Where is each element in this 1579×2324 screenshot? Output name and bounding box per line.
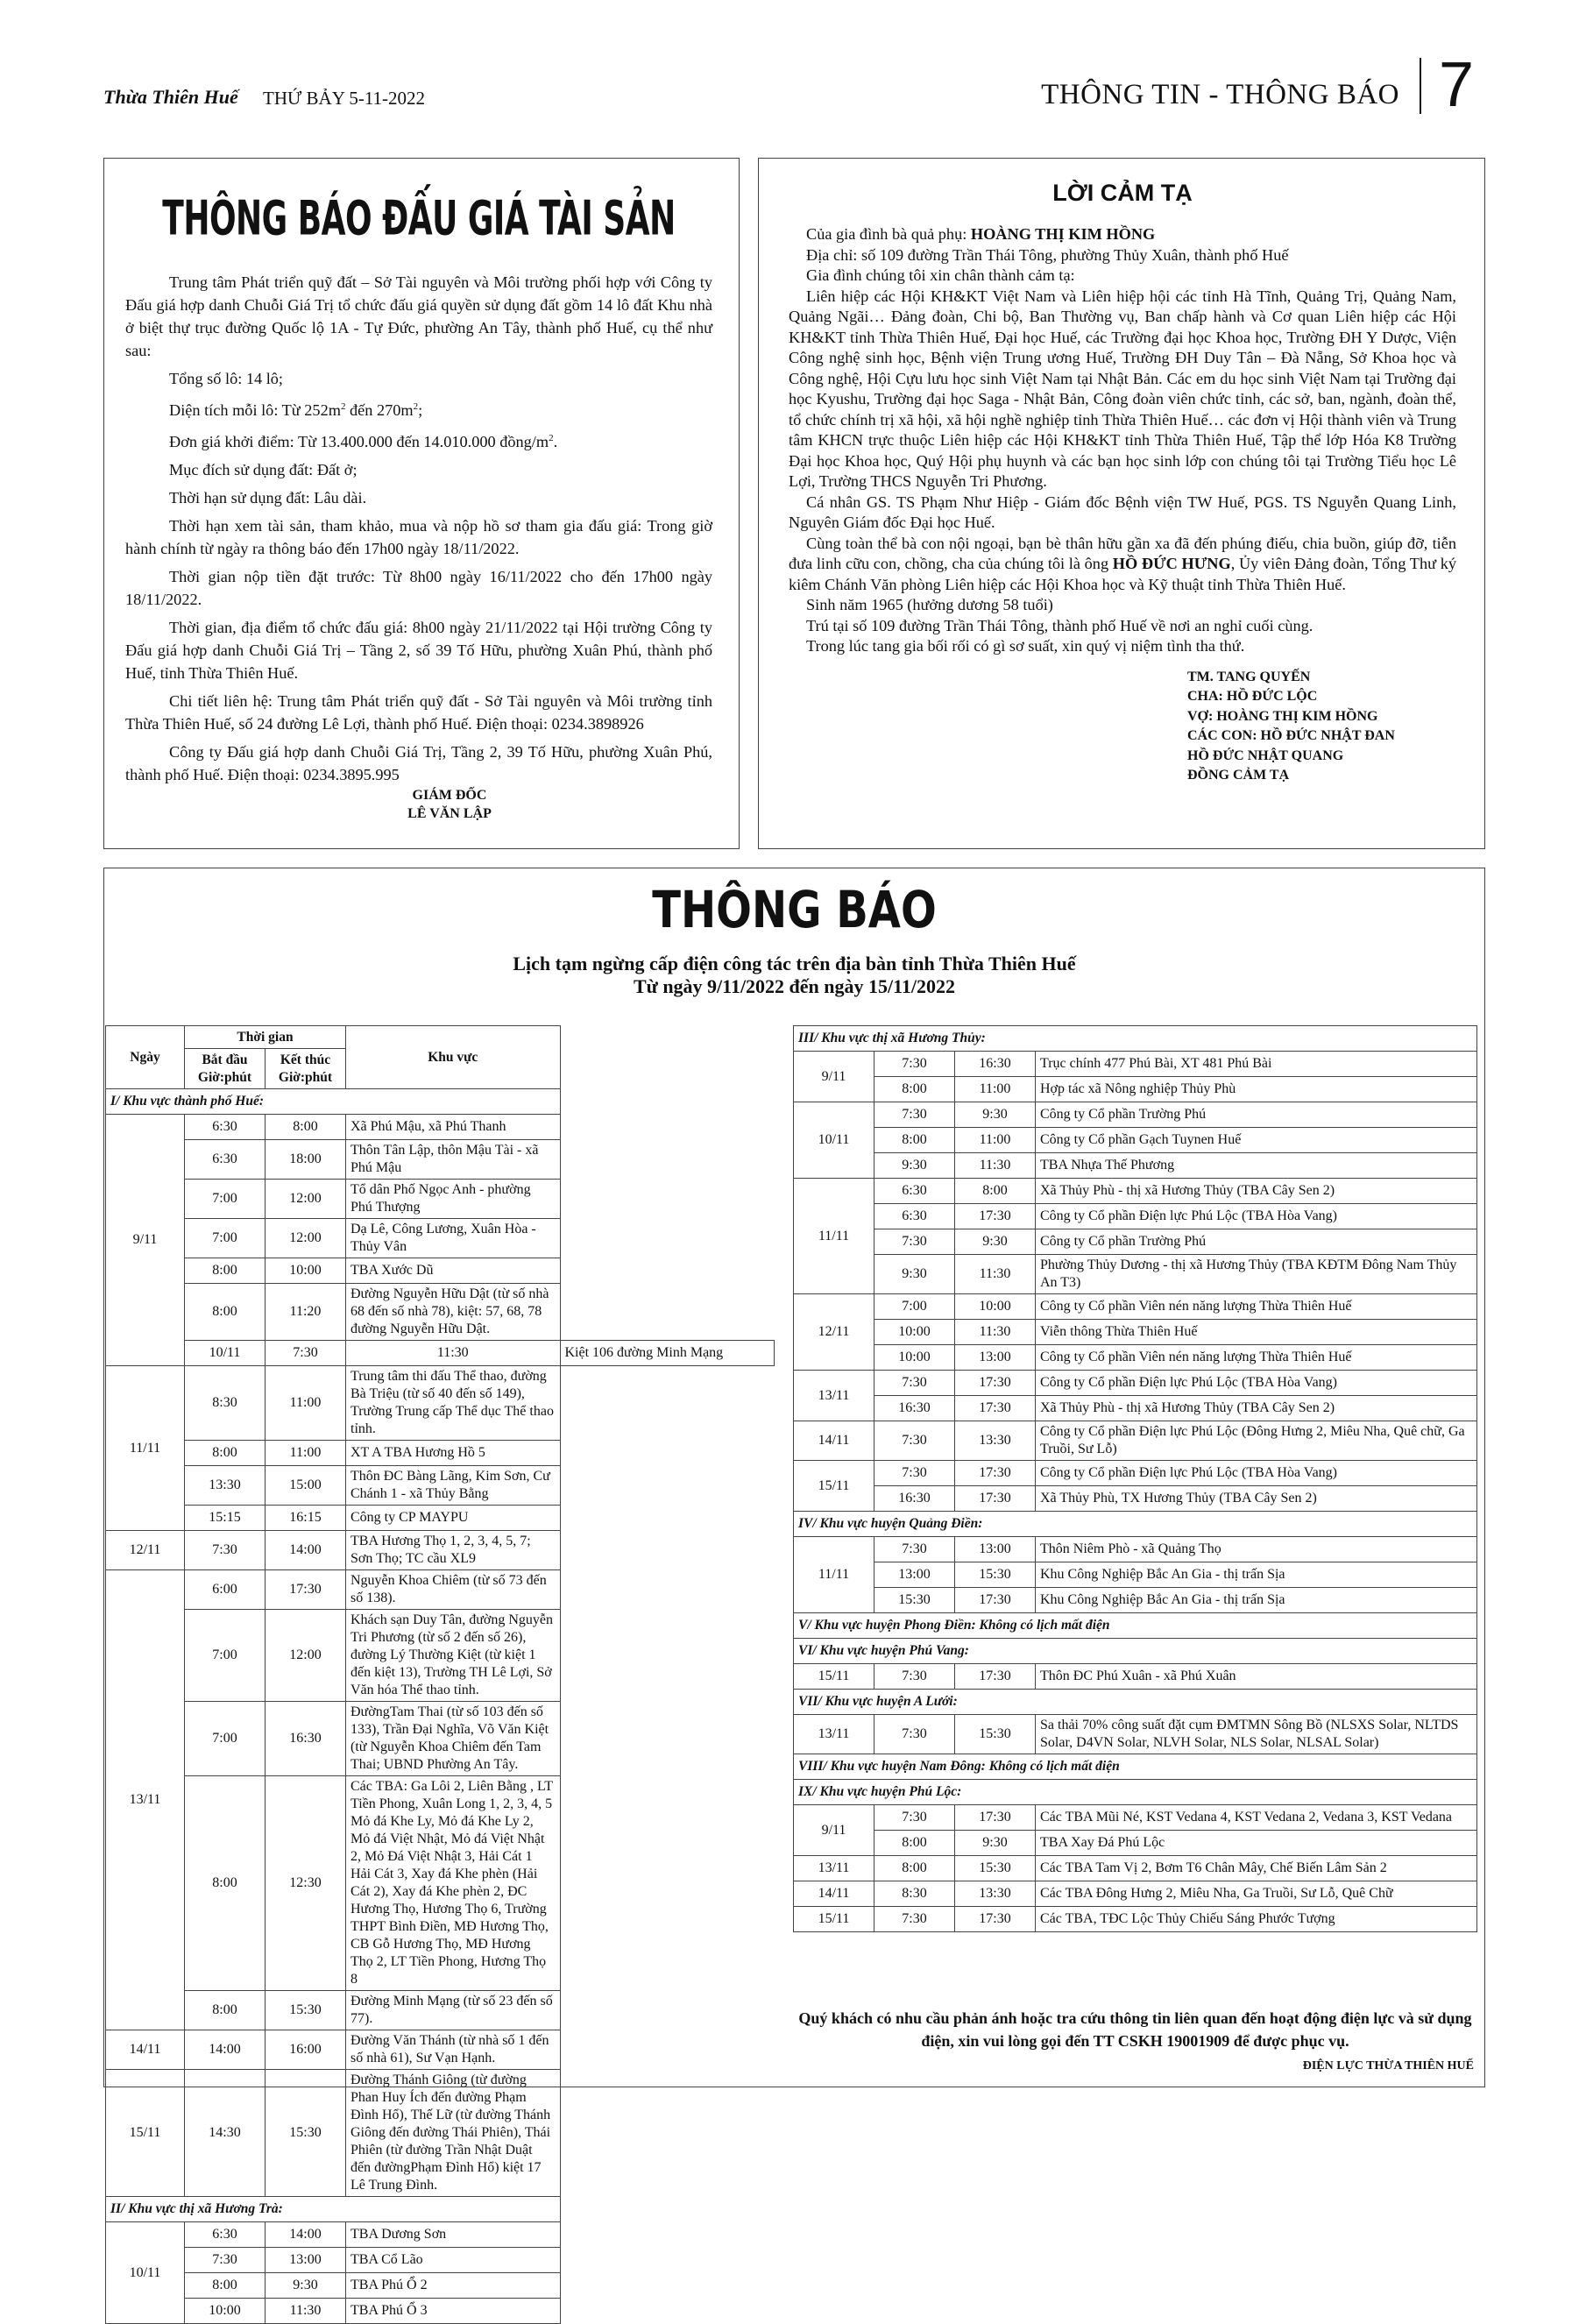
customer-service-note: Quý khách có nhu cầu phản ánh hoặc tra cứu thông tin liên quan đến hoạt động điện lực và sử dụng điện, xin vui lòng gọi đến TT CSKH 19001909 để được phục vụ. xyxy=(798,2009,1472,2050)
end-time-cell: 11:00 xyxy=(266,1441,346,1466)
date-cell: 15/11 xyxy=(794,1461,874,1512)
end-time-cell: 15:30 xyxy=(266,2070,346,2197)
end-time-cell: 9:30 xyxy=(266,2273,346,2299)
table-row xyxy=(794,1255,1477,1294)
thanks-para: Liên hiệp các Hội KH&KT Việt Nam và Liên hiệp hội các tỉnh Hà Tĩnh, Quảng Trị, Quảng Nam, Quảng Ngãi… Đảng đoàn, Chi bộ, Ban Thường vụ, Ban chấp hành và Cơ quan Liên hiệp các Hội KH&KT tỉnh Thừa Thiên Huế, Đại học Huế, các Trường đại học Khoa học, Trường ĐH Y Dược, Viện Công nghệ sinh học, Bệnh viện Trung ương Huế, Trường ĐH Duy Tân – Đà Nẵng, Sở Khoa học và Công nghệ, Hội Cựu lưu học sinh Việt Nam tại Nhật Bản. Các em du học sinh Việt Nam tại Trường đại học Kyushu, Trường đại học Saga - Nhật Bản, Công đoàn viên chức tỉnh, các sở, ban, ngành, đoàn thể, tổ chức chính trị xã hội, xã hội nghề nghiệp tỉnh Thừa Thiên Huế… các đơn vị Hội thành viên và Trung tâm KHCN trực thuộc Liên hiệp các Hội KH&KT tỉnh Thừa Thiên Huế, Tập thể lớp Hóa K8 Trường Đại học Khoa học, Quý Hội phụ huynh và các bạn học sinh lớp con chúng tôi tại Trường Tiểu học Lê Lợi, Trường THCS Nguyễn Tri Phương. xyxy=(789,287,1456,490)
table-row xyxy=(794,1881,1477,1907)
page-number: 7 xyxy=(1439,50,1475,120)
end-time-cell: 11:30 xyxy=(955,1255,1036,1294)
notice-date-range: Từ ngày 9/11/2022 đến ngày 15/11/2022 xyxy=(633,975,956,997)
end-time-cell: 8:00 xyxy=(955,1179,1036,1204)
area-cell: Khu Công Nghiệp Bắc An Gia - thị trấn Sịa xyxy=(1036,1588,1477,1613)
area-cell: Dạ Lê, Công Lương, Xuân Hòa - Thủy Vân xyxy=(346,1219,561,1258)
header-divider xyxy=(1420,58,1421,114)
end-time-cell: 14:00 xyxy=(266,2222,346,2248)
start-time-cell: 13:00 xyxy=(874,1562,955,1588)
thanks-residence: Trú tại số 109 đường Trần Thái Tông, thành phố Huế về nơi an nghỉ cuối cùng. xyxy=(806,616,1313,634)
auction-intro: Trung tâm Phát triển quỹ đất – Sở Tài nguyên và Môi trường phối hợp với Công ty Đấu giá hợp danh Chuỗi Giá Trị tổ chức đấu giá quyền sử dụng đất gồm 14 lô đất Khu nhà ở biệt thự trục đường Quốc lộ 1A - Tự Đức, phường An Tây, thành phố Huế, cụ thể như sau: xyxy=(125,273,712,359)
issue-date: THỨ BẢY 5-11-2022 xyxy=(263,88,426,109)
table-row xyxy=(106,2070,775,2197)
auction-signer-name: LÊ VĂN LẬP xyxy=(407,806,492,822)
thanks-born: Sinh năm 1965 (hưởng dương 58 tuổi) xyxy=(806,596,1053,613)
start-time-cell: 6:30 xyxy=(185,1140,266,1180)
section-row xyxy=(794,1613,1477,1639)
start-time-cell: 9:30 xyxy=(874,1153,955,1179)
auction-title: THÔNG BÁO ĐẤU GIÁ TÀI SẢN xyxy=(162,192,676,247)
start-time-cell: 7:30 xyxy=(874,1229,955,1255)
start-time-cell: 7:30 xyxy=(874,1421,955,1461)
start-time-cell: 8:00 xyxy=(185,1776,266,1991)
start-time-cell: 15:30 xyxy=(874,1588,955,1613)
area-cell: Xã Thủy Phù - thị xã Hương Thủy (TBA Cây Sen 2) xyxy=(1036,1179,1477,1204)
end-time-cell: 16:30 xyxy=(266,1702,346,1776)
date-cell: 9/11 xyxy=(794,1805,874,1856)
start-time-cell: 8:00 xyxy=(185,1284,266,1341)
table-row xyxy=(106,1441,775,1466)
table-row xyxy=(794,1229,1477,1255)
thanks-signature: HỒ ĐỨC NHẬT QUANG xyxy=(1187,748,1344,763)
date-cell: 11/11 xyxy=(794,1179,874,1294)
end-time-cell: 17:30 xyxy=(955,1204,1036,1229)
start-time-cell: 7:30 xyxy=(874,1664,955,1690)
table-row xyxy=(794,1588,1477,1613)
section-row xyxy=(794,1026,1477,1052)
start-time-cell: 16:30 xyxy=(874,1396,955,1421)
table-row xyxy=(106,1366,775,1441)
auction-line: Tổng số lô: 14 lô; xyxy=(169,370,284,387)
thanks-notice-box xyxy=(758,158,1485,849)
area-cell: Các TBA: Ga Lôi 2, Liên Bằng , LT Tiền Phong, Xuân Long 1, 2, 3, 4, 5 Mỏ đá Khe Ly, Mỏ đá Khe Ly 2, Mỏ đá Việt Nhật, Mỏ đá Việt Nhật 2, Mỏ Đá Việt Nhật 3, Hải Cát 1 Hải Cát 3, Xay đá Khe phèn (Hải Cát 2), Xay đá Khe phèn 2, ĐC Hương Thọ, Hương Thọ 6, Trường THPT Bình Điền, MĐ Hương Thọ, CB Gỗ Hương Thọ, MĐ Hương Thọ 2, LT Tiền Phong, Hương Thọ 8 xyxy=(346,1776,561,1991)
area-cell: Kiệt 106 đường Minh Mạng xyxy=(560,1341,775,1366)
schedule-table-right xyxy=(793,1025,1477,1932)
thanks-signature: VỢ: HOÀNG THỊ KIM HỒNG xyxy=(1187,708,1378,724)
area-cell: XT A TBA Hương Hồ 5 xyxy=(346,1441,561,1466)
area-cell: Khu Công Nghiệp Bắc An Gia - thị trấn Sịa xyxy=(1036,1562,1477,1588)
area-cell: Công ty Cổ phần Điện lực Phú Lộc (TBA Hòa Vang) xyxy=(1036,1204,1477,1229)
table-row xyxy=(794,1715,1477,1754)
thanks-signature: CHA: HỒ ĐỨC LỘC xyxy=(1187,689,1318,704)
start-time-cell: 6:30 xyxy=(874,1204,955,1229)
end-time-cell: 11:00 xyxy=(955,1077,1036,1102)
section-heading: IX/ Khu vực huyện Phú Lộc: xyxy=(794,1780,1477,1805)
date-cell: 13/11 xyxy=(794,1856,874,1881)
table-row xyxy=(794,1664,1477,1690)
start-time-cell: 7:00 xyxy=(185,1610,266,1702)
newspaper-name: Thừa Thiên Huế xyxy=(103,86,238,108)
date-cell: 9/11 xyxy=(794,1052,874,1102)
table-row xyxy=(106,1258,775,1284)
date-cell: 11/11 xyxy=(106,1366,185,1531)
section-heading: V/ Khu vực huyện Phong Điền: Không có lịch mất điện xyxy=(794,1613,1477,1639)
area-cell: Trung tâm thi đấu Thể thao, đường Bà Triệu (từ số 40 đến số 149), Trường Trung cấp Thể dục Thể thao tỉnh. xyxy=(346,1366,561,1441)
table-row xyxy=(106,1610,775,1702)
table-row xyxy=(794,1856,1477,1881)
col-time: Thời gian xyxy=(185,1026,346,1049)
section-heading: VIII/ Khu vực huyện Nam Đông: Không có lịch mất điện xyxy=(794,1754,1477,1780)
end-time-cell: 17:30 xyxy=(955,1907,1036,1932)
section-row xyxy=(106,1089,775,1115)
end-time-cell: 11:00 xyxy=(266,1366,346,1441)
area-cell: TBA Phú Ổ 3 xyxy=(346,2299,561,2324)
end-time-cell: 18:00 xyxy=(266,1140,346,1180)
section-heading: I/ Khu vực thành phố Huế: xyxy=(106,1089,561,1115)
date-cell: 10/11 xyxy=(185,1341,266,1366)
start-time-cell: 7:00 xyxy=(185,1702,266,1776)
end-time-cell: 15:30 xyxy=(266,1991,346,2030)
table-row xyxy=(106,1284,775,1341)
table-row xyxy=(794,1907,1477,1932)
start-time-cell: 6:00 xyxy=(185,1570,266,1610)
area-cell: Các TBA, TĐC Lộc Thủy Chiếu Sáng Phước Tượng xyxy=(1036,1907,1477,1932)
end-time-cell: 14:00 xyxy=(266,1531,346,1570)
end-time-cell: 13:30 xyxy=(955,1881,1036,1907)
end-time-cell: 11:30 xyxy=(266,2299,346,2324)
section-heading: II/ Khu vực thị xã Hương Trà: xyxy=(106,2197,561,2222)
table-row xyxy=(794,1486,1477,1512)
date-cell: 12/11 xyxy=(794,1294,874,1371)
auction-line: Đơn giá khởi điểm: Từ 13.400.000 đến 14.010.000 đồng/$m^2$. xyxy=(169,433,558,451)
table-row xyxy=(794,1052,1477,1077)
col-area: Khu vực xyxy=(346,1026,561,1089)
table-row xyxy=(794,1153,1477,1179)
start-time-cell: 14:00 xyxy=(185,2030,266,2070)
end-time-cell: 17:30 xyxy=(955,1396,1036,1421)
end-time-cell: 13:00 xyxy=(955,1345,1036,1371)
auction-signer-title: GIÁM ĐỐC xyxy=(412,788,487,804)
thanks-signature: ĐỒNG CẢM TẠ xyxy=(1187,768,1290,783)
start-time-cell: 7:30 xyxy=(874,1715,955,1754)
area-cell: TBA Phú Ổ 2 xyxy=(346,2273,561,2299)
table-row xyxy=(106,2222,775,2248)
area-cell: ĐườngTam Thai (từ số 103 đến số 133), Trần Đại Nghĩa, Võ Văn Kiệt (từ Nguyễn Khoa Chiêm đến Tam Thai; UBND Phường An Tây. xyxy=(346,1702,561,1776)
start-time-cell: 7:30 xyxy=(874,1537,955,1562)
start-time-cell: 7:30 xyxy=(185,1531,266,1570)
auction-line: Diện tích mỗi lô: Từ $252m^2$ đến $270m^2$; xyxy=(169,401,423,420)
start-time-cell: 8:00 xyxy=(874,1856,955,1881)
area-cell: Hợp tác xã Nông nghiệp Thủy Phù xyxy=(1036,1077,1477,1102)
end-time-cell: 15:00 xyxy=(266,1466,346,1506)
date-cell: 15/11 xyxy=(794,1664,874,1690)
end-time-cell: 15:30 xyxy=(955,1856,1036,1881)
area-cell: Công ty CP MAYPU xyxy=(346,1506,561,1531)
table-row xyxy=(106,1531,775,1570)
end-time-cell: 16:15 xyxy=(266,1506,346,1531)
table-row xyxy=(794,1128,1477,1153)
date-cell: 12/11 xyxy=(106,1531,185,1570)
date-cell: 14/11 xyxy=(794,1421,874,1461)
thanks-sincere: Gia đình chúng tôi xin chân thành cảm tạ: xyxy=(806,266,1075,284)
table-row xyxy=(106,1341,775,1366)
notice-signer: ĐIỆN LỰC THỪA THIÊN HUẾ xyxy=(1302,2059,1474,2072)
table-row xyxy=(106,1140,775,1180)
table-row xyxy=(794,1461,1477,1486)
table-row xyxy=(106,1776,775,1991)
area-cell: TBA Dương Sơn xyxy=(346,2222,561,2248)
table-row xyxy=(794,1562,1477,1588)
date-cell: 13/11 xyxy=(794,1715,874,1754)
area-cell: Khách sạn Duy Tân, đường Nguyễn Tri Phương (từ số 2 đến số 26), đường Lý Thường Kiệt (từ kiệt 1 đến kiệt 13), Trường TH Lê Lợi, Sở Văn hóa Thể thao tỉnh. xyxy=(346,1610,561,1702)
area-cell: Công ty Cổ phần Điện lực Phú Lộc (Đông Hưng 2, Miêu Nha, Quê chữ, Ga Truồi, Sư Lỗ) xyxy=(1036,1421,1477,1461)
area-cell: Viễn thông Thừa Thiên Huế xyxy=(1036,1320,1477,1345)
end-time-cell: 13:00 xyxy=(266,2248,346,2273)
start-time-cell: 7:30 xyxy=(874,1805,955,1831)
area-cell: Thôn ĐC Phú Xuân - xã Phú Xuân xyxy=(1036,1664,1477,1690)
table-row xyxy=(794,1179,1477,1204)
date-cell: 13/11 xyxy=(106,1570,185,2030)
start-time-cell: 7:00 xyxy=(185,1219,266,1258)
table-row xyxy=(106,2299,775,2324)
col-end: Kết thúc Giờ:phút xyxy=(266,1049,346,1089)
table-row xyxy=(794,1537,1477,1562)
date-cell: 14/11 xyxy=(794,1881,874,1907)
area-cell: Đường Văn Thánh (từ nhà số 1 đến số nhà 61), Sư Vạn Hạnh. xyxy=(346,2030,561,2070)
end-time-cell: 12:30 xyxy=(266,1776,346,1991)
section-row xyxy=(794,1690,1477,1715)
area-cell: Đường Nguyễn Hữu Dật (từ số nhà 68 đến số nhà 78), kiệt: 57, 68, 78 đường Nguyễn Hữu Dật. xyxy=(346,1284,561,1341)
table-row xyxy=(106,2273,775,2299)
area-cell: Phường Thủy Dương - thị xã Hương Thủy (TBA KĐTM Đông Nam Thủy An T3) xyxy=(1036,1255,1477,1294)
date-cell: 15/11 xyxy=(794,1907,874,1932)
start-time-cell: 8:00 xyxy=(874,1831,955,1856)
table-row xyxy=(106,1991,775,2030)
end-time-cell: 13:00 xyxy=(955,1537,1036,1562)
col-start: Bắt đầu Giờ:phút xyxy=(185,1049,266,1089)
start-time-cell: 8:00 xyxy=(185,1258,266,1284)
table-row xyxy=(794,1102,1477,1128)
start-time-cell: 7:30 xyxy=(874,1052,955,1077)
end-time-cell: 9:30 xyxy=(955,1831,1036,1856)
thanks-address: Địa chỉ: số 109 đường Trần Thái Tông, phường Thủy Xuân, thành phố Huế xyxy=(806,245,1289,264)
auction-notice-box xyxy=(103,158,740,849)
end-time-cell: 17:30 xyxy=(955,1588,1036,1613)
table-row xyxy=(106,1115,775,1140)
start-time-cell: 7:00 xyxy=(185,1180,266,1219)
table-row xyxy=(794,1204,1477,1229)
area-cell: TBA Cổ Lão xyxy=(346,2248,561,2273)
table-row xyxy=(794,1805,1477,1831)
thanks-para: Cùng toàn thể bà con nội ngoại, bạn bè thân hữu gần xa đã đến phúng điếu, chia buồn, giúp đỡ, tiễn đưa linh cữu con, chồng, cha của chúng tôi là ông HỒ ĐỨC HƯNG, Ủy viên Đảng đoàn, Tổng Thư ký kiêm Chánh Văn phòng Liên hiệp các Hội Khoa học và Kỹ thuật tỉnh Thừa Thiên Huế. xyxy=(789,534,1456,593)
end-time-cell: 10:00 xyxy=(955,1294,1036,1320)
table-row xyxy=(794,1345,1477,1371)
thanks-family: Của gia đình bà quả phụ: HOÀNG THỊ KIM HỒNG xyxy=(806,225,1156,243)
date-cell: 15/11 xyxy=(106,2070,185,2197)
date-cell: 9/11 xyxy=(106,1115,185,1366)
table-row xyxy=(794,1396,1477,1421)
section-heading: VII/ Khu vực huyện A Lưới: xyxy=(794,1690,1477,1715)
schedule-table-left xyxy=(105,1025,775,2324)
table-row xyxy=(106,1180,775,1219)
table-row xyxy=(106,2248,775,2273)
table-row xyxy=(106,2030,775,2070)
end-time-cell: 12:00 xyxy=(266,1180,346,1219)
notice-title: THÔNG BÁO xyxy=(652,881,937,940)
start-time-cell: 7:30 xyxy=(874,1907,955,1932)
area-cell: Xã Thủy Phù, TX Hương Thủy (TBA Cây Sen 2) xyxy=(1036,1486,1477,1512)
date-cell: 13/11 xyxy=(794,1371,874,1421)
auction-line: Thời hạn xem tài sản, tham khảo, mua và nộp hồ sơ tham gia đấu giá: Trong giờ hành chính từ ngày ra thông báo đến 17h00 ngày 18/11/2022. xyxy=(125,517,712,558)
start-time-cell: 6:30 xyxy=(185,2222,266,2248)
area-cell: Công ty Cổ phần Điện lực Phú Lộc (TBA Hòa Vang) xyxy=(1036,1371,1477,1396)
area-cell: Thôn Niêm Phò - xã Quảng Thọ xyxy=(1036,1537,1477,1562)
area-cell: Đường Thánh Giông (từ đường Phan Huy Ích đến đường Phạm Đình Hổ), Thế Lữ (từ đường Thánh Giông đến đường Thái Phiên), Thái Phiên (từ đường Trần Nhật Duật đến đườngPhạm Đình Hổ) kiệt 17 Lê Trung Đình. xyxy=(346,2070,561,2197)
area-cell: Sa thải 70% công suất đặt cụm ĐMTMN Sông Bồ (NLSXS Solar, NLTDS Solar, D4VN Solar, NLVH Solar, NLS Solar, NLSAL Solar) xyxy=(1036,1715,1477,1754)
section-heading: VI/ Khu vực huyện Phú Vang: xyxy=(794,1639,1477,1664)
thanks-para: Cá nhân GS. TS Phạm Như Hiệp - Giám đốc Bệnh viện TW Huế, PGS. TS Nguyễn Quang Linh, Nguyên Giám đốc Đại học Huế. xyxy=(789,492,1456,531)
end-time-cell: 11:20 xyxy=(266,1284,346,1341)
auction-line: Công ty Đấu giá hợp danh Chuỗi Giá Trị, Tầng 2, 39 Tố Hữu, phường Xuân Phú, thành phố Huế. Điện thoại: 0234.3895.995 xyxy=(125,743,712,784)
area-cell: Công ty Cổ phần Gạch Tuynen Huế xyxy=(1036,1128,1477,1153)
date-cell: 11/11 xyxy=(794,1537,874,1613)
table-row xyxy=(106,1570,775,1610)
auction-line: Thời gian, địa điểm tổ chức đấu giá: 8h00 ngày 21/11/2022 tại Hội trường Công ty Đấu giá hợp danh Chuỗi Giá Trị – Tầng 2, số 39 Tố Hữu, phường Xuân Phú, thành phố Huế, tỉnh Thừa Thiên Huế. xyxy=(125,619,712,683)
start-time-cell: 8:30 xyxy=(874,1881,955,1907)
auction-line: Chi tiết liên hệ: Trung tâm Phát triển quỹ đất - Sở Tài nguyên và Môi trường tỉnh Thừa Thiên Huế, số 24 đường Lê Lợi, thành phố Huế. Điện thoại: 0234.3898926 xyxy=(125,692,712,733)
end-time-cell: 17:30 xyxy=(955,1461,1036,1486)
table-row xyxy=(794,1077,1477,1102)
start-time-cell: 10:00 xyxy=(874,1320,955,1345)
end-time-cell: 11:00 xyxy=(955,1128,1036,1153)
area-cell: Thôn Tân Lập, thôn Mậu Tài - xã Phú Mậu xyxy=(346,1140,561,1180)
end-time-cell: 16:00 xyxy=(266,2030,346,2070)
start-time-cell: 10:00 xyxy=(185,2299,266,2324)
area-cell: TBA Nhựa Thế Phương xyxy=(1036,1153,1477,1179)
table-row xyxy=(794,1294,1477,1320)
auction-line: Mục đích sử dụng đất: Đất ở; xyxy=(169,461,358,479)
thanks-apology: Trong lúc tang gia bối rối có gì sơ suất, xin quý vị niệm tình tha thứ. xyxy=(806,637,1245,655)
area-cell: Công ty Cổ phần Viên nén năng lượng Thừa Thiên Huế xyxy=(1036,1294,1477,1320)
area-cell: Đường Minh Mạng (từ số 23 đến số 77). xyxy=(346,1991,561,2030)
end-time-cell: 11:30 xyxy=(955,1320,1036,1345)
section-row xyxy=(794,1512,1477,1537)
col-date: Ngày xyxy=(106,1026,185,1089)
table-row xyxy=(106,1506,775,1531)
start-time-cell: 8:00 xyxy=(185,1991,266,2030)
area-cell: Công ty Cổ phần Viên nén năng lượng Thừa Thiên Huế xyxy=(1036,1345,1477,1371)
start-time-cell: 8:00 xyxy=(185,1441,266,1466)
area-cell: Tổ dân Phố Ngọc Anh - phường Phú Thượng xyxy=(346,1180,561,1219)
area-cell: TBA Hương Thọ 1, 2, 3, 4, 5, 7; Sơn Thọ; TC cầu XL9 xyxy=(346,1531,561,1570)
start-time-cell: 14:30 xyxy=(185,2070,266,2197)
end-time-cell: 16:30 xyxy=(955,1052,1036,1077)
section-row xyxy=(794,1639,1477,1664)
date-cell: 10/11 xyxy=(794,1102,874,1179)
start-time-cell: 15:15 xyxy=(185,1506,266,1531)
end-time-cell: 17:30 xyxy=(266,1570,346,1610)
end-time-cell: 9:30 xyxy=(955,1229,1036,1255)
start-time-cell: 8:00 xyxy=(874,1077,955,1102)
table-row xyxy=(794,1831,1477,1856)
area-cell: Công ty Cổ phần Điện lực Phú Lộc (TBA Hòa Vang) xyxy=(1036,1461,1477,1486)
area-cell: Công ty Cổ phần Trường Phú xyxy=(1036,1229,1477,1255)
start-time-cell: 8:00 xyxy=(185,2273,266,2299)
start-time-cell: 7:00 xyxy=(874,1294,955,1320)
table-row xyxy=(106,1466,775,1506)
auction-line: Thời gian nộp tiền đặt trước: Từ 8h00 ngày 16/11/2022 cho đến 17h00 ngày 18/11/2022. xyxy=(125,568,712,609)
thanks-title: LỜI CẢM TẠ xyxy=(1052,180,1193,206)
table-row xyxy=(106,1702,775,1776)
start-time-cell: 8:30 xyxy=(185,1366,266,1441)
area-cell: Các TBA Đông Hưng 2, Miêu Nha, Ga Truồi, Sư Lỗ, Quê Chữ xyxy=(1036,1881,1477,1907)
area-cell: Xã Phú Mậu, xã Phú Thanh xyxy=(346,1115,561,1140)
end-time-cell: 13:30 xyxy=(955,1421,1036,1461)
date-cell: 10/11 xyxy=(106,2222,185,2324)
section-row xyxy=(794,1780,1477,1805)
start-time-cell: 9:30 xyxy=(874,1255,955,1294)
date-cell: 14/11 xyxy=(106,2030,185,2070)
area-cell: Các TBA Mũi Né, KST Vedana 4, KST Vedana 2, Vedana 3, KST Vedana xyxy=(1036,1805,1477,1831)
start-time-cell: 7:30 xyxy=(874,1102,955,1128)
end-time-cell: 17:30 xyxy=(955,1371,1036,1396)
start-time-cell: 6:30 xyxy=(874,1179,955,1204)
table-row xyxy=(794,1421,1477,1461)
start-time-cell: 16:30 xyxy=(874,1486,955,1512)
end-time-cell: 17:30 xyxy=(955,1664,1036,1690)
area-cell: Nguyễn Khoa Chiêm (từ số 73 đến số 138). xyxy=(346,1570,561,1610)
section-row xyxy=(106,2197,775,2222)
area-cell: TBA Xay Đá Phú Lộc xyxy=(1036,1831,1477,1856)
table-row xyxy=(106,1219,775,1258)
end-time-cell: 17:30 xyxy=(955,1805,1036,1831)
start-time-cell: 10:00 xyxy=(874,1345,955,1371)
area-cell: Công ty Cổ phần Trường Phú xyxy=(1036,1102,1477,1128)
area-cell: Trục chính 477 Phú Bài, XT 481 Phú Bài xyxy=(1036,1052,1477,1077)
area-cell: TBA Xước Dũ xyxy=(346,1258,561,1284)
table-row xyxy=(794,1320,1477,1345)
area-cell: Các TBA Tam Vị 2, Bơm T6 Chân Mây, Chế Biến Lâm Sản 2 xyxy=(1036,1856,1477,1881)
table-row xyxy=(794,1371,1477,1396)
start-time-cell: 7:30 xyxy=(874,1461,955,1486)
thanks-signature: CÁC CON: HỒ ĐỨC NHẬT ĐAN xyxy=(1187,728,1395,743)
notice-subtitle: Lịch tạm ngừng cấp điện công tác trên địa bàn tỉnh Thừa Thiên Huế xyxy=(513,953,1076,974)
end-time-cell: 10:00 xyxy=(266,1258,346,1284)
end-time-cell: 9:30 xyxy=(955,1102,1036,1128)
end-time-cell: 15:30 xyxy=(955,1562,1036,1588)
end-time-cell: 12:00 xyxy=(266,1610,346,1702)
area-cell: Xã Thủy Phù - thị xã Hương Thủy (TBA Cây Sen 2) xyxy=(1036,1396,1477,1421)
end-time-cell: 12:00 xyxy=(266,1219,346,1258)
start-time-cell: 13:30 xyxy=(185,1466,266,1506)
start-time-cell: 8:00 xyxy=(874,1128,955,1153)
section-heading: IV/ Khu vực huyện Quảng Điền: xyxy=(794,1512,1477,1537)
start-time-cell: 7:30 xyxy=(266,1341,346,1366)
start-time-cell: 7:30 xyxy=(874,1371,955,1396)
section-row xyxy=(794,1754,1477,1780)
section-heading: III/ Khu vực thị xã Hương Thủy: xyxy=(794,1026,1477,1052)
section-title: THÔNG TIN - THÔNG BÁO xyxy=(1041,79,1399,110)
end-time-cell: 11:30 xyxy=(346,1341,561,1366)
start-time-cell: 6:30 xyxy=(185,1115,266,1140)
start-time-cell: 7:30 xyxy=(185,2248,266,2273)
end-time-cell: 8:00 xyxy=(266,1115,346,1140)
area-cell: Thôn ĐC Bàng Lãng, Kim Sơn, Cư Chánh 1 - xã Thủy Bằng xyxy=(346,1466,561,1506)
thanks-signature: TM. TANG QUYẾN xyxy=(1187,669,1311,684)
end-time-cell: 15:30 xyxy=(955,1715,1036,1754)
end-time-cell: 11:30 xyxy=(955,1153,1036,1179)
end-time-cell: 17:30 xyxy=(955,1486,1036,1512)
auction-line: Thời hạn sử dụng đất: Lâu dài. xyxy=(169,489,367,507)
